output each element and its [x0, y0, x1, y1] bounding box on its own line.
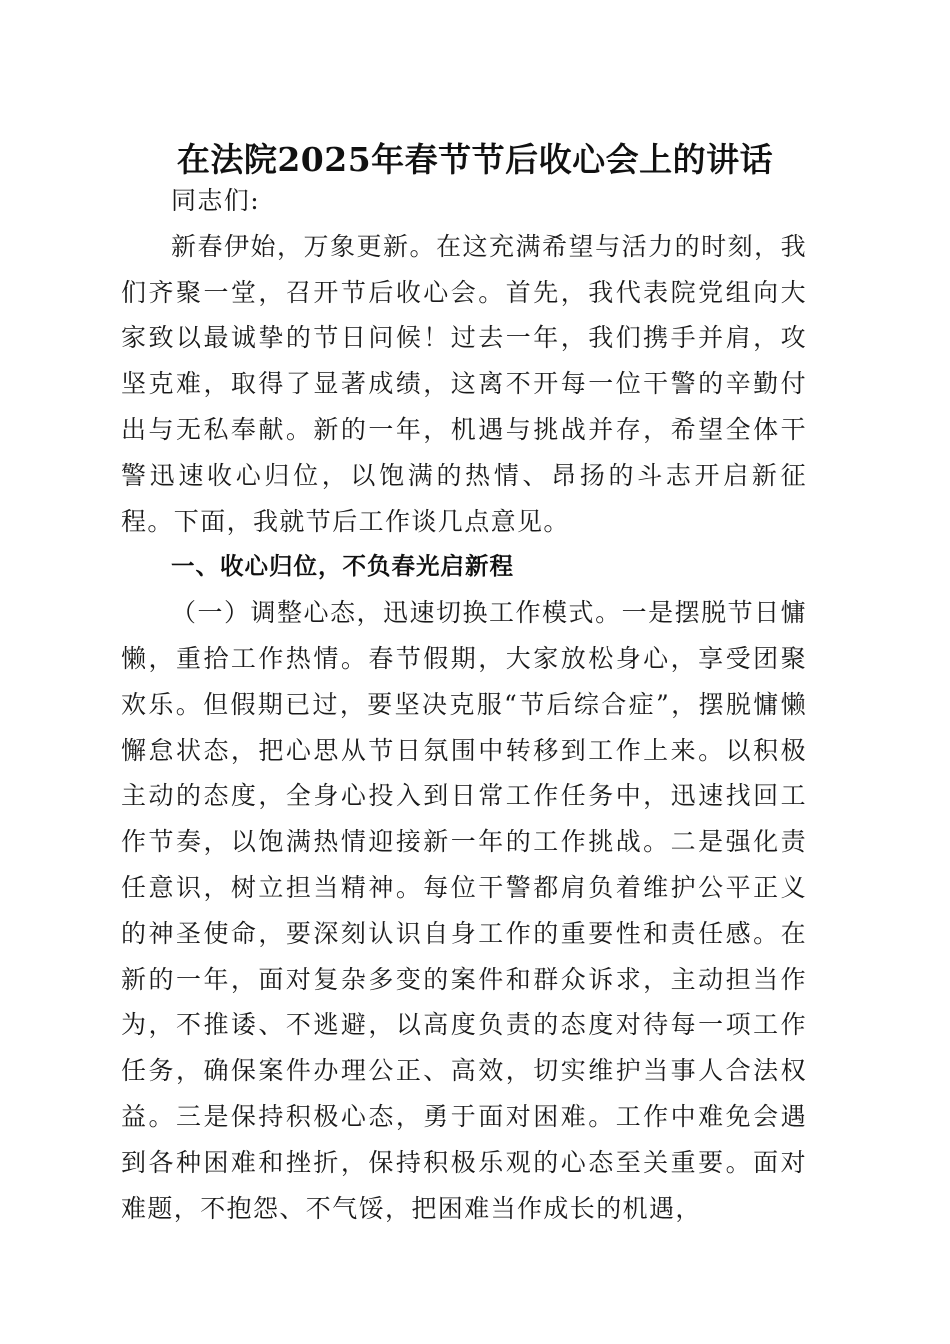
- section-paragraph: （一）调整心态，迅速切换工作模式。一是摆脱节日慵懒，重拾工作热情。春节假期，大家放松身心，享受团聚欢乐。但假期已过，要坚决克服“节后综合症”，摆脱慵懒懈怠状态，把心思从节日氛围中转移到工作上来。以积极主动的态度，全身心投入到日常工作任务中，迅速找回工作节奏，以饱满热情迎接新一年的工作挑战。二是强化责任意识，树立担当精神。每位干警都肩负着维护公平正义的神圣使命，要深刻认识自身工作的重要性和责任感。在新的一年，面对复杂多变的案件和群众诉求，主动担当作为，不推诿、不逃避，以高度负责的态度对待每一项工作任务，确保案件办理公正、高效，切实维护当事人合法权益。三是保持积极心态，勇于面对困难。工作中难免会遇到各种困难和挫折，保持积极乐观的心态至关重要。面对难题，不抱怨、不气馁，把困难当作成长的机遇，: [121, 598, 807, 1223]
- salutation: 同志们:: [171, 186, 261, 215]
- intro-paragraph: 新春伊始，万象更新。在这充满希望与活力的时刻，我们齐聚一堂，召开节后收心会。首先，我代表院党组向大家致以最诚挚的节日问候！过去一年，我们携手并肩，攻坚克难，取得了显著成绩，这离不开每一位干警的辛勤付出与无私奉献。新的一年，机遇与挑战并存，希望全体干警迅速收心归位，以饱满的热情、昂扬的斗志开启新征程。下面，我就节后工作谈几点意见。: [121, 231, 807, 536]
- section-heading: 一、收心归位，不负春光启新程: [171, 552, 514, 581]
- document-title: 在法院2025年春节节后收心会上的讲话: [176, 140, 774, 179]
- document-body: [121, 178, 807, 1231]
